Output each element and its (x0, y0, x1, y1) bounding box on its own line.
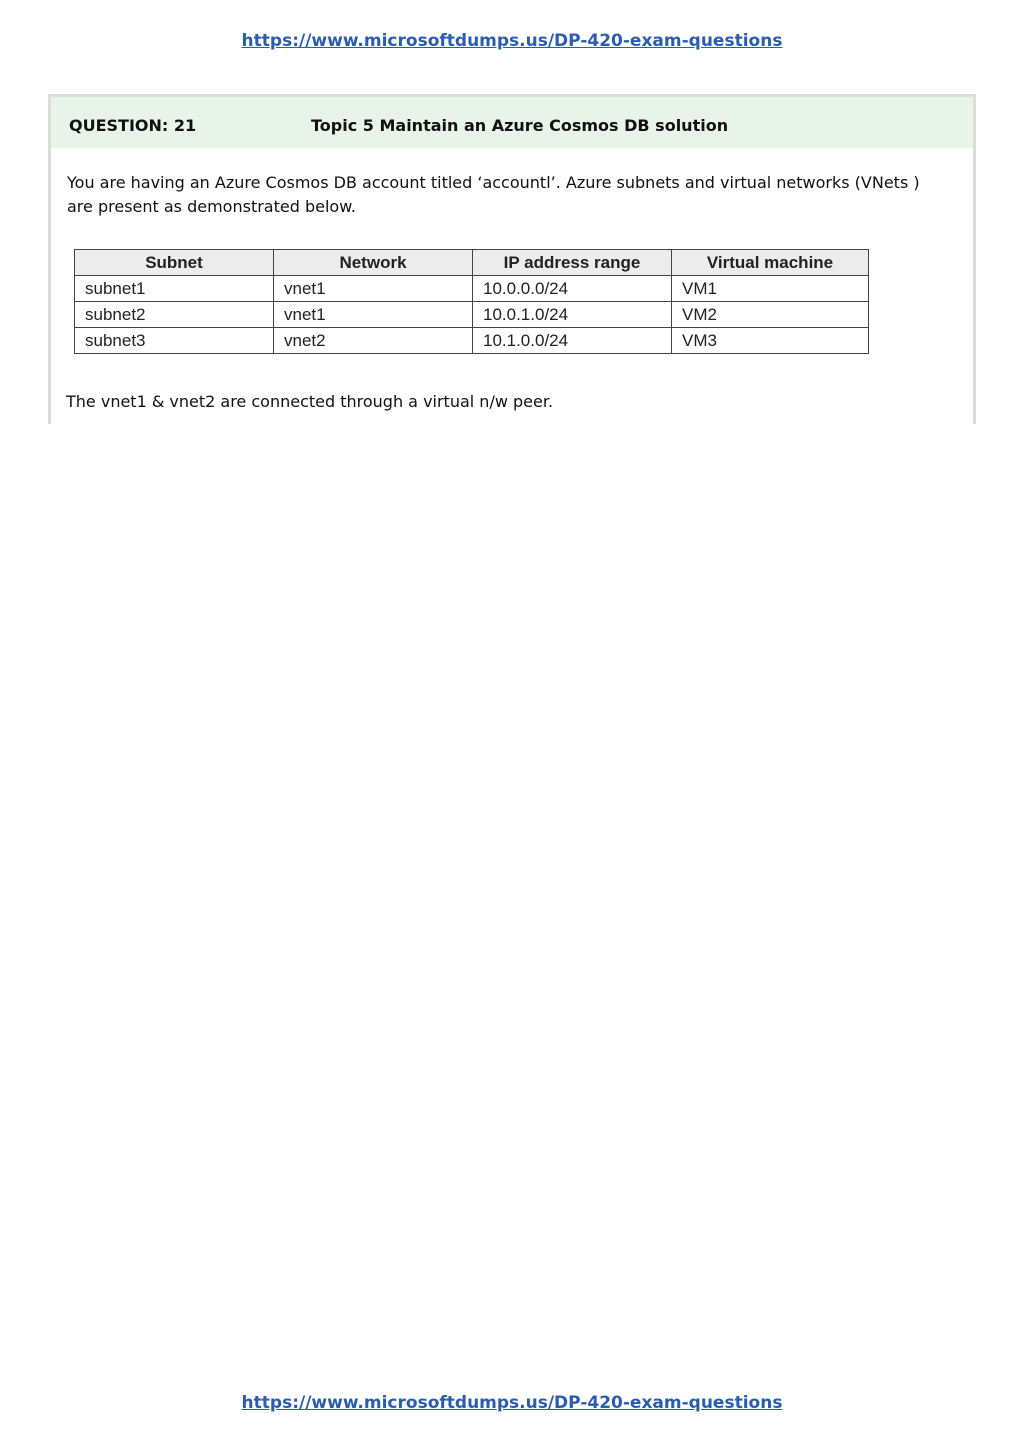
column-header-ip-range: IP address range (473, 250, 672, 276)
cell-virtual-machine: VM3 (672, 328, 869, 354)
column-header-network: Network (274, 250, 473, 276)
question-topic: Topic 5 Maintain an Azure Cosmos DB solution (311, 116, 729, 135)
footer-link[interactable]: https://www.microsoftdumps.us/DP-420-exam-questions (241, 1393, 783, 1413)
question-number: QUESTION: 21 (69, 116, 197, 135)
header-link[interactable]: https://www.microsoftdumps.us/DP-420-exam-questions (241, 31, 783, 51)
peering-note: The vnet1 & vnet2 are connected through a virtual n/w peer. (66, 392, 554, 411)
cell-network: vnet2 (274, 328, 473, 354)
table-header-row (75, 250, 869, 276)
cell-virtual-machine: VM1 (672, 276, 869, 302)
cell-subnet: subnet2 (75, 302, 274, 328)
cell-network: vnet1 (274, 276, 473, 302)
cell-ip-range: 10.1.0.0/24 (473, 328, 672, 354)
table-row (75, 302, 869, 328)
column-header-virtual-machine: Virtual machine (672, 250, 869, 276)
cell-virtual-machine: VM2 (672, 302, 869, 328)
question-body: You are having an Azure Cosmos DB account titled ‘accountl’. Azure subnets and virtual networks (VNets ) are present as demonstrated below. (67, 173, 920, 216)
cell-network: vnet1 (274, 302, 473, 328)
cell-subnet: subnet3 (75, 328, 274, 354)
network-table (74, 249, 869, 354)
cell-ip-range: 10.0.1.0/24 (473, 302, 672, 328)
cell-ip-range: 10.0.0.0/24 (473, 276, 672, 302)
column-header-subnet: Subnet (75, 250, 274, 276)
table-row (75, 276, 869, 302)
cell-subnet: subnet1 (75, 276, 274, 302)
table-row (75, 328, 869, 354)
question-header (51, 97, 973, 148)
